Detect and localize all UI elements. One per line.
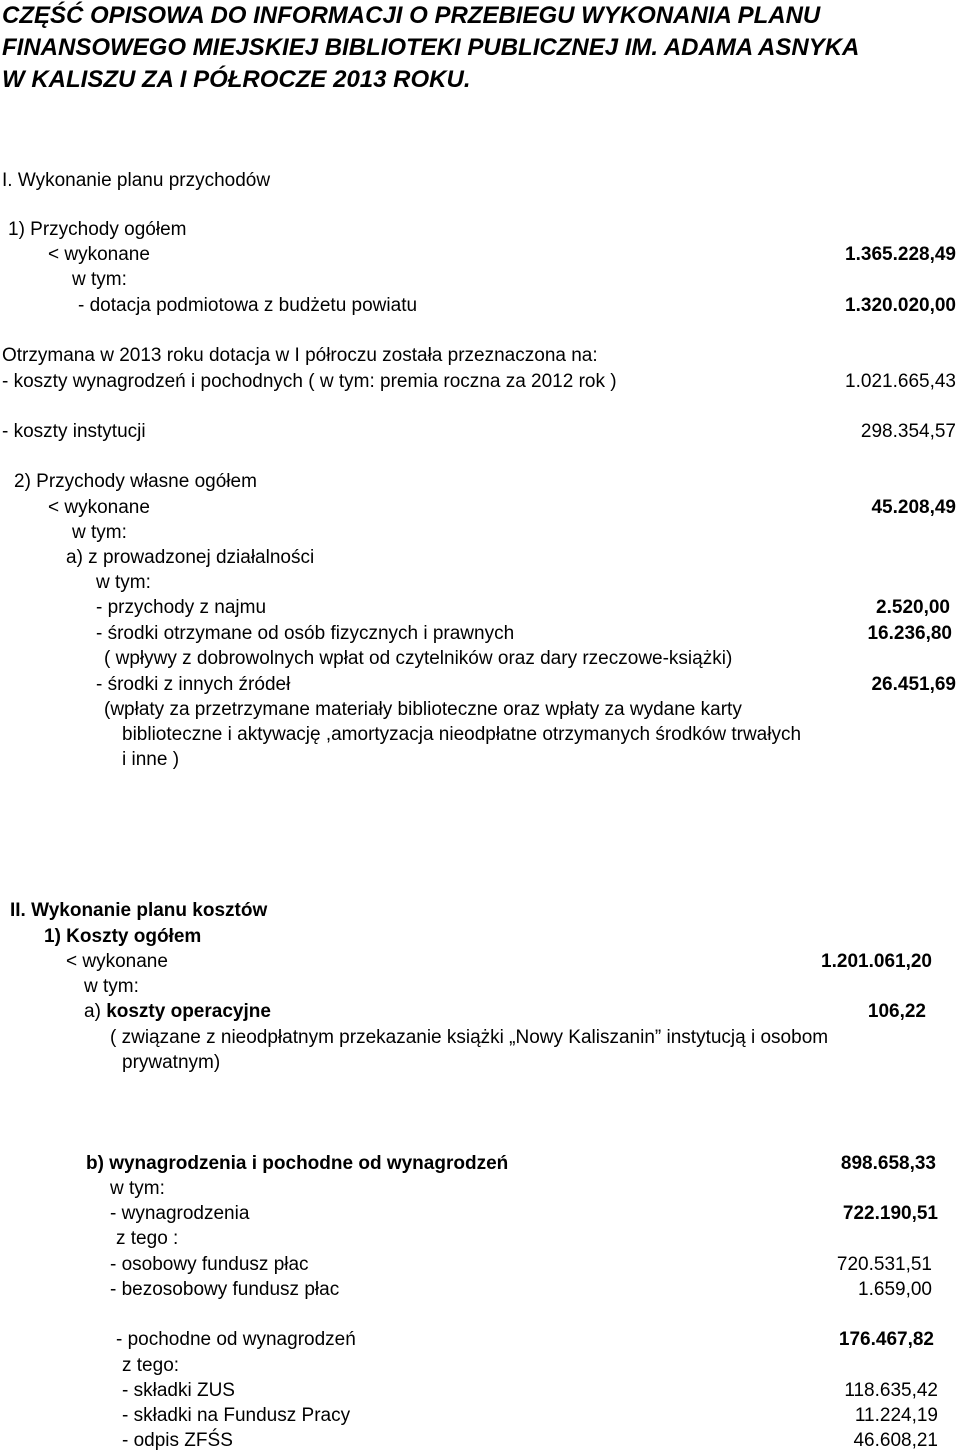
operational-note-2: prywatnym) bbox=[122, 1052, 221, 1073]
costs-of-which: w tym: bbox=[84, 976, 139, 997]
income-of-which: w tym: bbox=[72, 269, 127, 290]
other-note-1: (wpłaty za przetrzymane materiały biblioteczne oraz wpłaty za wydane karty bbox=[104, 699, 742, 720]
costs-executed-value: 1.201.061,20 bbox=[821, 951, 932, 972]
own-income-label: 2) Przychody własne ogółem bbox=[14, 471, 257, 492]
zus-label: - składki ZUS bbox=[122, 1380, 235, 1401]
income-total-label: 1) Przychody ogółem bbox=[8, 219, 187, 240]
personal-fund-label: - osobowy fundusz płac bbox=[110, 1254, 309, 1275]
derivatives-label: - pochodne od wynagrodzeń bbox=[116, 1329, 356, 1350]
operational-row bbox=[84, 1001, 271, 1023]
other-note-3: i inne ) bbox=[122, 749, 180, 770]
persons-label: - środki otrzymane od osób fizycznych i prawnych bbox=[96, 623, 515, 644]
title-line-1: CZĘŚĆ OPISOWA DO INFORMACJI O PRZEBIEGU WYKONANIA PLANU bbox=[2, 2, 821, 29]
subsidy-value: 1.320.020,00 bbox=[845, 295, 956, 316]
derivatives-value: 176.467,82 bbox=[838, 1329, 934, 1350]
subsidy-label: - dotacja podmiotowa z budżetu powiatu bbox=[78, 295, 418, 316]
allocation-salaries-value: 1.021.665,43 bbox=[845, 371, 956, 392]
derivatives-of-that: z tego: bbox=[122, 1355, 180, 1376]
income-executed-label: < wykonane bbox=[48, 244, 150, 265]
nonpersonal-fund-value: 1.659,00 bbox=[858, 1279, 932, 1300]
fp-value: 11.224,19 bbox=[854, 1405, 938, 1426]
salaries-value: 898.658,33 bbox=[840, 1153, 936, 1174]
salaries-of-which: w tym: bbox=[110, 1178, 165, 1199]
zfss-label: - odpis ZFŚS bbox=[122, 1430, 233, 1451]
wages-value: 722.190,51 bbox=[842, 1203, 938, 1224]
zfss-value: 46.608,21 bbox=[853, 1430, 938, 1451]
costs-total-label: 1) Koszty ogółem bbox=[44, 926, 202, 947]
persons-value: 16.236,80 bbox=[867, 623, 952, 644]
income-heading: I. Wykonanie planu przychodów bbox=[2, 170, 271, 191]
other-label: - środki z innych źródeł bbox=[96, 674, 291, 695]
operational-label: koszty operacyjne bbox=[106, 1001, 271, 1022]
other-note-2: biblioteczne i aktywację ,amortyzacja nieodpłatne otrzymanych środków trwałych bbox=[122, 724, 802, 745]
wages-label: - wynagrodzenia bbox=[110, 1203, 250, 1224]
costs-executed-label: < wykonane bbox=[66, 951, 168, 972]
rent-value: 2.520,00 bbox=[876, 597, 950, 618]
title-line-2: FINANSOWEGO MIEJSKIEJ BIBLIOTEKI PUBLICZNEJ IM. ADAMA ASNYKA bbox=[2, 34, 860, 61]
title-line-3: W KALISZU ZA I PÓŁROCZE 2013 ROKU. bbox=[2, 66, 471, 93]
personal-fund-value: 720.531,51 bbox=[836, 1254, 932, 1275]
own-activity-label: a) z prowadzonej działalności bbox=[66, 547, 315, 568]
persons-note: ( wpływy z dobrowolnych wpłat od czytelników oraz dary rzeczowe-książki) bbox=[104, 648, 733, 669]
zus-value: 118.635,42 bbox=[844, 1380, 938, 1401]
operational-value: 106,22 bbox=[867, 1001, 926, 1022]
own-of-which: w tym: bbox=[72, 522, 127, 543]
rent-label: - przychody z najmu bbox=[96, 597, 267, 618]
allocation-intro: Otrzymana w 2013 roku dotacja w I półroczu została przeznaczona na: bbox=[2, 345, 598, 366]
own-executed-label: < wykonane bbox=[48, 497, 150, 518]
salaries-label: b) wynagrodzenia i pochodne od wynagrodzeń bbox=[86, 1153, 509, 1174]
allocation-institution-value: 298.354,57 bbox=[860, 421, 956, 442]
fp-label: - składki na Fundusz Pracy bbox=[122, 1405, 351, 1426]
nonpersonal-fund-label: - bezosobowy fundusz płac bbox=[110, 1279, 340, 1300]
own-of-which-2: w tym: bbox=[96, 572, 151, 593]
other-value: 26.451,69 bbox=[871, 674, 956, 695]
allocation-institution-label: - koszty instytucji bbox=[2, 421, 146, 442]
wages-of-that: z tego : bbox=[116, 1228, 179, 1249]
income-executed-value: 1.365.228,49 bbox=[845, 244, 956, 265]
costs-heading: II. Wykonanie planu kosztów bbox=[10, 900, 268, 921]
allocation-salaries-label: - koszty wynagrodzeń i pochodnych ( w tym: premia roczna za 2012 rok ) bbox=[2, 371, 617, 392]
own-executed-value: 45.208,49 bbox=[871, 497, 956, 518]
operational-prefix: a) bbox=[84, 1001, 107, 1022]
operational-note-1: ( związane z nieodpłatnym przekazanie książki „Nowy Kaliszanin” instytucją i osobom bbox=[110, 1027, 829, 1048]
